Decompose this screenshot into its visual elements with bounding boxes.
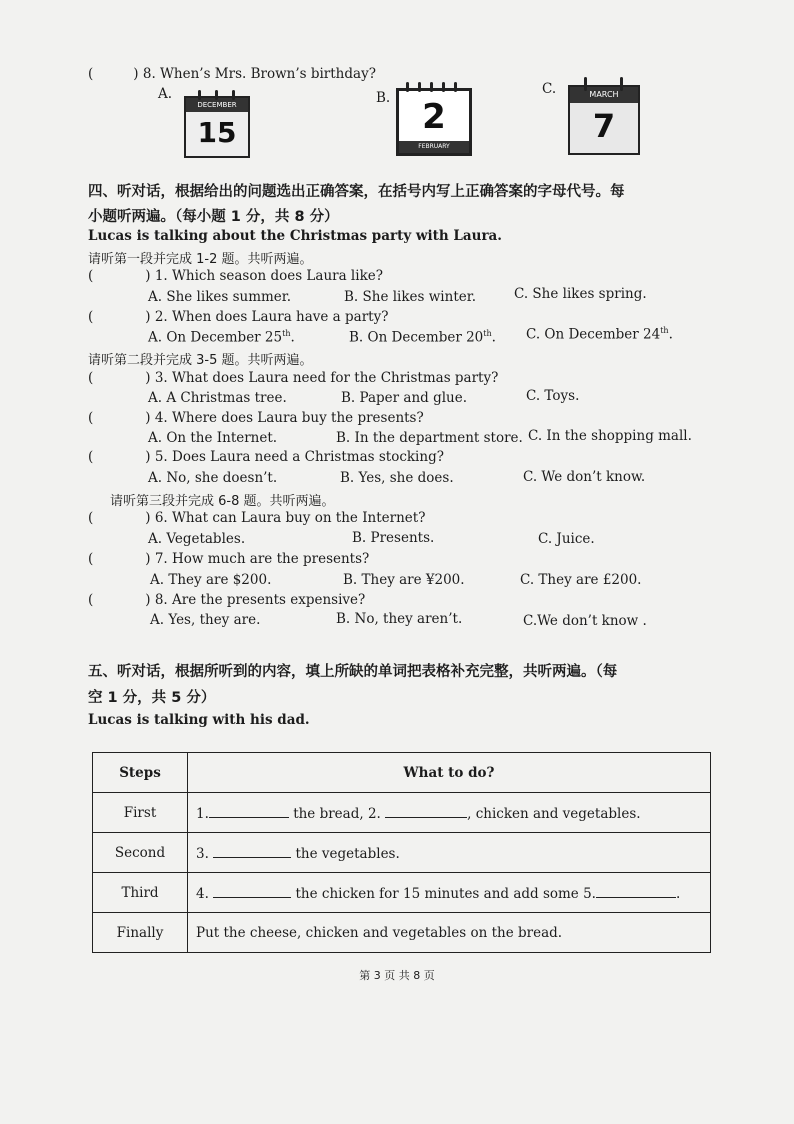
step-label: First xyxy=(93,793,188,833)
q4-option-c: C. In the shopping mall. xyxy=(528,428,692,444)
q6-option-a: A. Vegetables. xyxy=(148,531,246,547)
q1-option-b: B. She likes winter. xyxy=(344,289,476,305)
calendar-day-number: 7 xyxy=(592,107,616,145)
table-row xyxy=(93,873,711,913)
calendar-month-label: MARCH xyxy=(570,87,638,103)
q5-option-b: B. Yes, she does. xyxy=(340,470,454,486)
q1-option-c: C. She likes spring. xyxy=(514,286,647,302)
steps-table xyxy=(92,752,711,953)
question-4: ( ) 4. Where does Laura buy the presents? xyxy=(88,410,424,426)
step-label: Second xyxy=(93,833,188,873)
step-instruction: 3. the vegetables. xyxy=(188,833,711,873)
blank-3[interactable] xyxy=(213,843,291,858)
blank-4[interactable] xyxy=(213,883,291,898)
calendar-march-7 xyxy=(568,77,640,155)
q4-option-b: B. In the department store. xyxy=(336,430,523,446)
q8-top-question xyxy=(88,66,376,82)
section4-part3-instruction: 请听第三段并完成 6-8 题。共听两遍。 xyxy=(110,494,335,509)
step-instruction: 4. the chicken for 15 minutes and add some 5. . xyxy=(188,873,711,913)
page-footer: 第 3 页 共 8 页 xyxy=(359,969,435,982)
paren-close: ) xyxy=(133,66,139,82)
q7-option-a: A. They are $200. xyxy=(150,572,272,588)
q2-option-c: C. On December 24th. xyxy=(526,326,673,343)
step-label: Third xyxy=(93,873,188,913)
q8-option-a: A. Yes, they are. xyxy=(150,612,261,628)
blank-2[interactable] xyxy=(385,803,467,818)
question-5: ( ) 5. Does Laura need a Christmas stocking? xyxy=(88,449,444,465)
section4-title-line1: 四、听对话，根据给出的问题选出正确答案，在括号内写上正确答案的字母代号。每 xyxy=(88,184,625,200)
q7-option-c: C. They are £200. xyxy=(520,572,642,588)
question-text: 8. When’s Mrs. Brown’s birthday? xyxy=(142,66,376,82)
question-2: ( ) 2. When does Laura have a party? xyxy=(88,309,389,325)
option-label-b: B. xyxy=(376,90,391,106)
calendar-february-2 xyxy=(396,82,472,156)
header-steps: Steps xyxy=(93,753,188,793)
question-6: ( ) 6. What can Laura buy on the Internet? xyxy=(88,510,426,526)
q3-option-b: B. Paper and glue. xyxy=(341,390,468,406)
step-instruction: Put the cheese, chicken and vegetables on the bread. xyxy=(188,913,711,953)
calendar-day-number: 2 xyxy=(422,97,446,137)
header-what-to-do: What to do? xyxy=(188,753,711,793)
table-row xyxy=(93,793,711,833)
step-instruction: 1. the bread, 2. , chicken and vegetables. xyxy=(188,793,711,833)
q5-option-a: A. No, she doesn’t. xyxy=(148,470,278,486)
q2-option-a: A. On December 25th. xyxy=(148,329,295,346)
blank-1[interactable] xyxy=(209,803,289,818)
q3-option-c: C. Toys. xyxy=(526,388,580,404)
q4-option-a: A. On the Internet. xyxy=(148,430,278,446)
section4-title-line2: 小题听两遍。（每小题 1 分，共 8 分） xyxy=(88,209,339,225)
blank-5[interactable] xyxy=(596,883,676,898)
table-row xyxy=(93,913,711,953)
calendar-month-label: FEBRUARY xyxy=(399,141,469,153)
q5-option-c: C. We don’t know. xyxy=(523,469,646,485)
section4-part1-instruction: 请听第一段并完成 1-2 题。共听两遍。 xyxy=(88,252,313,267)
option-label-a: A. xyxy=(158,86,173,102)
question-3: ( ) 3. What does Laura need for the Christmas party? xyxy=(88,370,499,386)
step-label: Finally xyxy=(93,913,188,953)
q7-option-b: B. They are ¥200. xyxy=(343,572,465,588)
calendar-december-15 xyxy=(184,90,250,158)
table-row xyxy=(93,833,711,873)
paren-open: ( xyxy=(88,66,94,82)
question-1: ( ) 1. Which season does Laura like? xyxy=(88,268,383,284)
question-7: ( ) 7. How much are the presents? xyxy=(88,551,370,567)
q8-option-b: B. No, they aren’t. xyxy=(336,611,463,627)
question-8: ( ) 8. Are the presents expensive? xyxy=(88,592,366,608)
section5-title-line2: 空 1 分，共 5 分） xyxy=(88,690,216,706)
option-label-c: C. xyxy=(542,81,557,97)
q2-option-b: B. On December 20th. xyxy=(349,329,496,346)
section5-intro: Lucas is talking with his dad. xyxy=(88,712,310,728)
q8-option-c: C.We don’t know . xyxy=(523,613,647,629)
section4-intro: Lucas is talking about the Christmas party with Laura. xyxy=(88,228,502,244)
q6-option-c: C. Juice. xyxy=(538,531,595,547)
q3-option-a: A. A Christmas tree. xyxy=(148,390,287,406)
table-header-row xyxy=(93,753,711,793)
section5-title-line1: 五、听对话，根据所听到的内容，填上所缺的单词把表格补充完整，共听两遍。（每 xyxy=(88,664,618,680)
q6-option-b: B. Presents. xyxy=(352,530,435,546)
q1-option-a: A. She likes summer. xyxy=(148,289,292,305)
section4-part2-instruction: 请听第二段并完成 3-5 题。共听两遍。 xyxy=(88,353,313,368)
calendar-month-label: DECEMBER xyxy=(186,98,248,112)
calendar-day-number: 15 xyxy=(197,116,237,149)
